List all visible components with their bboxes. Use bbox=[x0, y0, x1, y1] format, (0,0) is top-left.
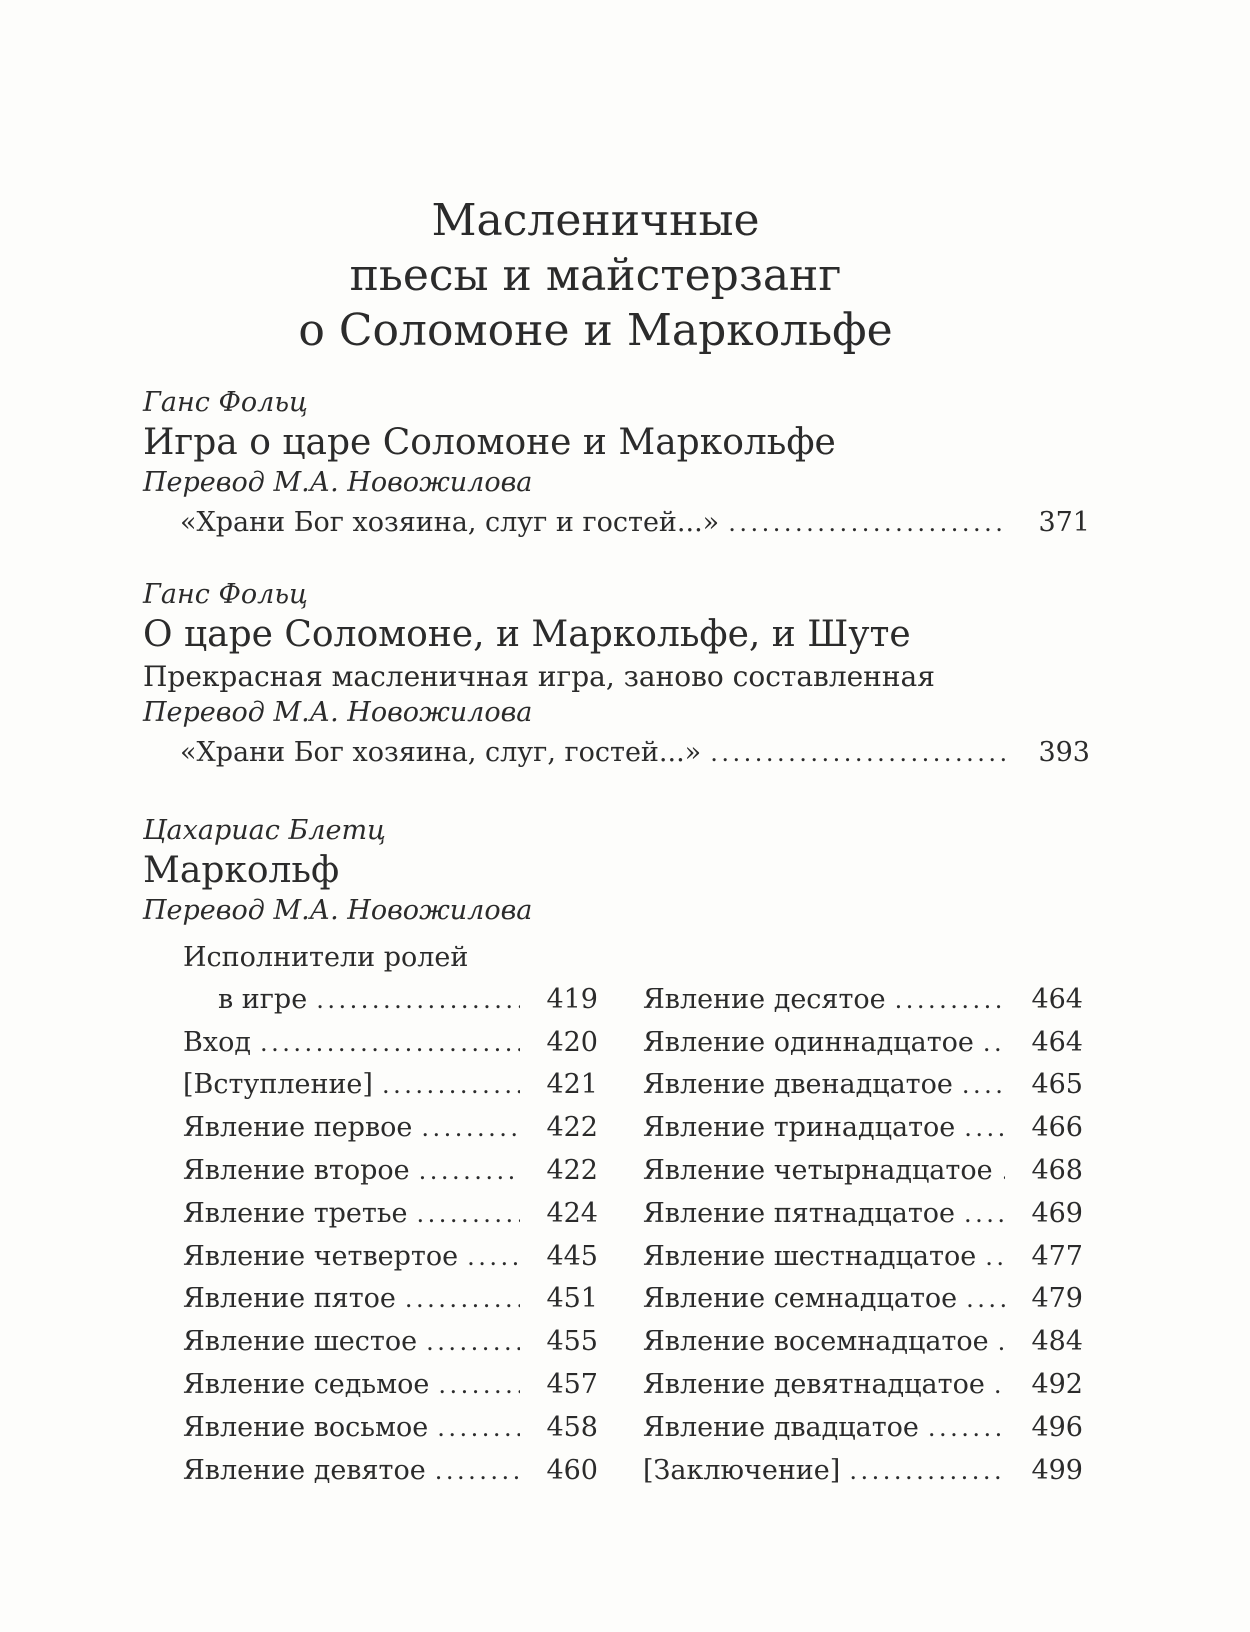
book-title-line: Масленичные bbox=[431, 195, 760, 246]
author-name: Ганс Фольц bbox=[143, 579, 308, 610]
toc-entry-label: Явление тринадцатое bbox=[643, 1112, 956, 1144]
dot-leader bbox=[467, 1237, 520, 1279]
toc-entry bbox=[643, 1407, 1083, 1450]
toc-entry bbox=[643, 979, 1083, 1022]
dot-leader bbox=[419, 1151, 521, 1193]
dot-leader bbox=[728, 508, 1006, 539]
toc-entry-label: Явление девятое bbox=[183, 1454, 426, 1486]
page-number: 419 bbox=[546, 983, 598, 1015]
dot-leader bbox=[994, 1365, 1006, 1407]
translator-line: Перевод М.А. Новожилова bbox=[143, 895, 533, 926]
dot-leader bbox=[437, 1408, 520, 1450]
toc-entry bbox=[643, 1321, 1083, 1364]
toc-entry-label: Явление девятнадцатое bbox=[643, 1368, 985, 1400]
page-number: 422 bbox=[546, 1154, 598, 1186]
dot-leader bbox=[316, 980, 520, 1022]
toc-entry bbox=[183, 1278, 598, 1321]
toc-entry-label: Явление шестнадцатое bbox=[643, 1240, 977, 1272]
toc-entry-label: «Храни Бог хозяина, слуг, гостей...» bbox=[180, 737, 702, 768]
dot-leader bbox=[998, 1322, 1006, 1364]
toc-entry bbox=[183, 1150, 598, 1193]
dot-leader bbox=[928, 1408, 1006, 1450]
page-number: 458 bbox=[546, 1411, 598, 1443]
toc-columns bbox=[183, 937, 1083, 1492]
toc-entry-label: Явление четвертое bbox=[183, 1240, 459, 1272]
toc-entry bbox=[643, 1364, 1083, 1407]
dot-leader bbox=[710, 738, 1006, 769]
page-number: 468 bbox=[1031, 1154, 1083, 1186]
page-number: 492 bbox=[1031, 1368, 1083, 1400]
page-number: 422 bbox=[546, 1112, 598, 1144]
toc-entry-label: Явление одиннадцатое bbox=[643, 1026, 974, 1058]
page-number: 499 bbox=[1031, 1454, 1083, 1486]
page-number: 484 bbox=[1031, 1326, 1083, 1358]
toc-entry-label: Исполнители ролей bbox=[183, 942, 469, 973]
work-title: Игра о царе Соломоне и Маркольфе bbox=[143, 422, 836, 463]
toc-entry bbox=[643, 1236, 1083, 1279]
toc-entry bbox=[643, 1278, 1083, 1321]
dot-leader bbox=[983, 1023, 1006, 1065]
toc-entry-label: Явление семнадцатое bbox=[643, 1283, 958, 1315]
dot-leader bbox=[1002, 1151, 1006, 1193]
toc-entry-label: Явление четырнадцатое bbox=[643, 1154, 993, 1186]
toc-entry-label: Явление пятое bbox=[183, 1283, 396, 1315]
toc-entry-label: Явление шестое bbox=[183, 1326, 418, 1358]
page-number: 469 bbox=[1031, 1197, 1083, 1229]
toc-entry-label: Вход bbox=[183, 1026, 251, 1058]
dot-leader bbox=[382, 1065, 521, 1107]
page-number: 455 bbox=[546, 1326, 598, 1358]
toc-entry-label: [Вступление] bbox=[183, 1069, 373, 1101]
page-number: 466 bbox=[1031, 1112, 1083, 1144]
dot-leader bbox=[964, 1194, 1005, 1236]
page-number: 451 bbox=[546, 1283, 598, 1315]
author-name: Цахариас Блетц bbox=[143, 815, 386, 846]
toc-entry bbox=[643, 1022, 1083, 1065]
page-number: 460 bbox=[546, 1454, 598, 1486]
dot-leader bbox=[962, 1065, 1006, 1107]
toc-content bbox=[143, 0, 1090, 1492]
dot-leader bbox=[435, 1451, 521, 1493]
toc-entry bbox=[183, 1364, 598, 1407]
dot-leader bbox=[849, 1451, 1005, 1493]
book-title-line: пьесы и майстерзанг bbox=[349, 250, 842, 301]
dot-leader bbox=[964, 1108, 1005, 1150]
toc-entry bbox=[143, 737, 1090, 769]
toc-entry bbox=[183, 979, 598, 1022]
toc-entry bbox=[183, 1236, 598, 1279]
page-number: 393 bbox=[1038, 737, 1090, 768]
toc-column-left bbox=[183, 937, 598, 1492]
toc-entry-label: Явление первое bbox=[183, 1112, 413, 1144]
translator-line: Перевод М.А. Новожилова bbox=[143, 467, 533, 498]
toc-entry bbox=[183, 1407, 598, 1450]
page-number: 464 bbox=[1031, 983, 1083, 1015]
toc-entry-label: «Храни Бог хозяина, слуг и гостей...» bbox=[180, 507, 720, 538]
toc-entry bbox=[183, 1107, 598, 1150]
toc-entry bbox=[643, 1064, 1083, 1107]
page-number: 479 bbox=[1031, 1283, 1083, 1315]
page-number: 464 bbox=[1031, 1026, 1083, 1058]
toc-entry bbox=[643, 1107, 1083, 1150]
work-subtitle: Прекрасная масленичная игра, заново составленная bbox=[143, 660, 935, 693]
toc-entry bbox=[183, 1321, 598, 1364]
book-title bbox=[143, 0, 1048, 358]
page-number: 477 bbox=[1031, 1240, 1083, 1272]
page-number: 371 bbox=[1038, 507, 1090, 538]
toc-entry bbox=[183, 1064, 598, 1107]
toc-entry-label: Явление третье bbox=[183, 1197, 408, 1229]
page-number: 445 bbox=[546, 1240, 598, 1272]
toc-entry-label: Явление второе bbox=[183, 1154, 410, 1186]
toc-entry-label: в игре bbox=[218, 983, 308, 1015]
toc-entry-label: Явление пятнадцатое bbox=[643, 1197, 956, 1229]
toc-entry bbox=[643, 1150, 1083, 1193]
work-title: Маркольф bbox=[143, 850, 340, 891]
toc-entry-label: Явление двадцатое bbox=[643, 1411, 919, 1443]
author-name: Ганс Фольц bbox=[143, 387, 308, 418]
section-folz-igra-o-tsare bbox=[143, 386, 1090, 539]
page-number: 457 bbox=[546, 1368, 598, 1400]
toc-entry-label: [Заключение] bbox=[643, 1454, 841, 1486]
toc-entry bbox=[183, 1193, 598, 1236]
page-number: 424 bbox=[546, 1197, 598, 1229]
page-number: 420 bbox=[546, 1026, 598, 1058]
dot-leader bbox=[426, 1322, 520, 1364]
page-number: 496 bbox=[1031, 1411, 1083, 1443]
translator-line: Перевод М.А. Новожилова bbox=[143, 697, 533, 728]
toc-column-right bbox=[643, 937, 1083, 1492]
toc-entry-label: Явление десятое bbox=[643, 983, 886, 1015]
toc-entry-label: Явление седьмое bbox=[183, 1368, 430, 1400]
section-folz-o-tsare-solomone bbox=[143, 578, 1090, 769]
book-title-line: о Соломоне и Маркольфе bbox=[298, 305, 893, 356]
dot-leader bbox=[421, 1108, 520, 1150]
toc-entry-label: Явление восемнадцатое bbox=[643, 1326, 989, 1358]
page-number: 465 bbox=[1031, 1069, 1083, 1101]
dot-leader bbox=[895, 980, 1006, 1022]
toc-entry-label: Явление двенадцатое bbox=[643, 1069, 953, 1101]
dot-leader bbox=[417, 1194, 521, 1236]
work-title: О царе Соломоне, и Маркольфе, и Шуте bbox=[143, 614, 911, 655]
dot-leader bbox=[966, 1279, 1005, 1321]
dot-leader bbox=[260, 1023, 521, 1065]
toc-entry bbox=[183, 1450, 598, 1493]
toc-entry bbox=[643, 1193, 1083, 1236]
dot-leader bbox=[985, 1237, 1005, 1279]
toc-entry bbox=[143, 507, 1090, 539]
section-bletz-markolf bbox=[143, 814, 1090, 1492]
page-number: 421 bbox=[546, 1069, 598, 1101]
toc-entry-label: Явление восьмое bbox=[183, 1411, 429, 1443]
dot-leader bbox=[438, 1365, 520, 1407]
dot-leader bbox=[405, 1279, 521, 1321]
toc-entry bbox=[643, 1450, 1083, 1493]
toc-entry bbox=[183, 1022, 598, 1065]
